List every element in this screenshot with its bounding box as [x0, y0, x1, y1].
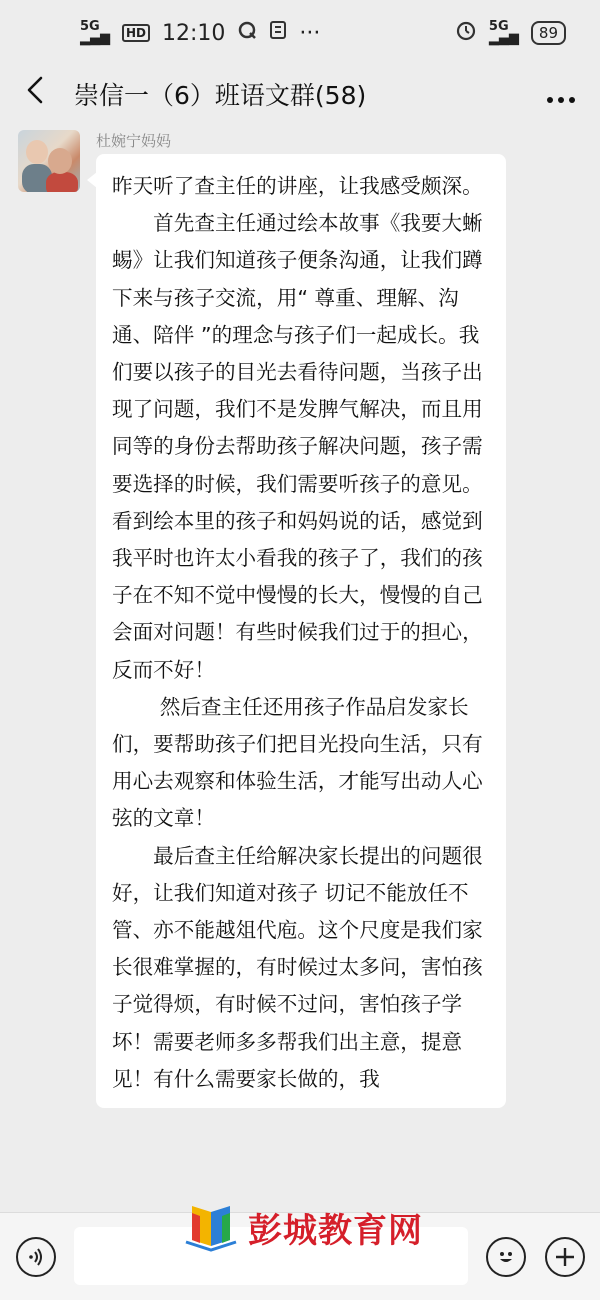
chevron-left-icon[interactable] [24, 74, 64, 114]
emoji-icon[interactable] [486, 1237, 526, 1277]
network-icon: 5G ▂▄▆ [488, 19, 519, 46]
q-icon [237, 20, 257, 46]
message-paragraph: 然后查主任还用孩子作品启发家长们，要帮助孩子们把目光投向生活，只有用心去观察和体验生活，才能写出动人心弦的文章！ [112, 694, 483, 831]
chat-header [0, 66, 600, 122]
app-icon [269, 20, 287, 46]
battery-icon: 89 [531, 21, 566, 45]
status-right [455, 19, 566, 47]
avatar[interactable] [18, 130, 80, 192]
status-time: 12:10 [162, 20, 226, 46]
watermark [182, 1202, 423, 1252]
more-icon[interactable] [546, 77, 576, 112]
message-paragraph: 最后查主任给解决家长提出的问题很好，让我们知道对孩子 切记不能放任不管、亦不能越俎代庖。这个尺度是我们家长很难掌握的，有时候过太多问，害怕孩子觉得烦，有时候不过问，害怕孩子学坏！需要老师多多帮我们出主意，提意见！有什么需要家长做的，我 [112, 843, 483, 1091]
message-paragraph: 昨天听了查主任的讲座，让我感受颇深。 [112, 174, 483, 198]
plus-icon[interactable] [545, 1237, 585, 1277]
more-dots-icon: ··· [299, 20, 321, 46]
watermark-text: 彭城教育网 [248, 1210, 423, 1251]
status-bar [0, 0, 600, 66]
page-title: 崇信一（6）班语文群(58) [74, 81, 367, 110]
chat-area[interactable] [0, 122, 600, 1212]
signal-icon: 5G ▂▄▆ [80, 19, 110, 46]
sender-name: 杜婉宁妈妈 [96, 132, 172, 150]
voice-icon[interactable] [16, 1237, 56, 1277]
message-bubble[interactable] [96, 154, 506, 1108]
message-paragraph: 首先查主任通过绘本故事《我要大蜥蜴》让我们知道孩子便条沟通，让我们蹲下来与孩子交流，用“ 尊重、理解、沟通、陪伴 ”的理念与孩子们一起成长。我们要以孩子的目光去看待问题，当孩子出现了问题，我们不是发脾气解决，而且用同等的身份去帮助孩子解决问题，孩子需要选择的时候，我们需要听孩子的意见。看到绘本里的孩子和妈妈说的话，感觉到我平时也许太小看我的孩子了，我们的孩子在不知不觉中慢慢的长大，慢慢的自己会面对问题！有些时候我们过于的担心，反而不好！ [112, 211, 483, 682]
alarm-icon [455, 19, 477, 47]
book-logo-icon [182, 1202, 240, 1252]
hd-icon: HD [122, 24, 150, 42]
status-left [80, 20, 320, 46]
